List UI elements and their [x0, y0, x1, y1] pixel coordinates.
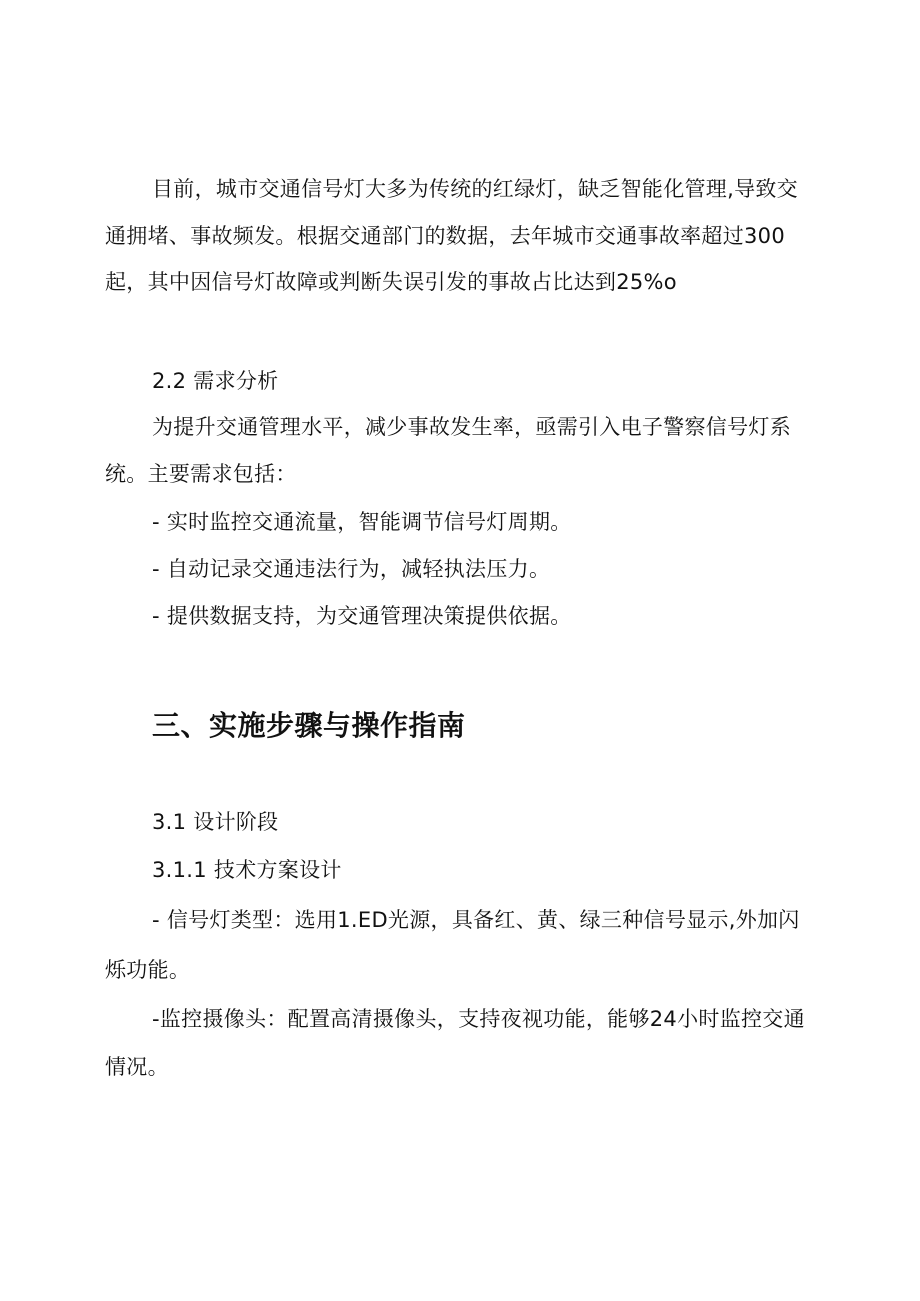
list-item-continuation: 烁功能。	[105, 958, 191, 982]
list-item: - 实时监控交通流量，智能调节信号灯周期。	[152, 510, 572, 534]
section-heading-3-1: 3.1 设计阶段	[152, 810, 279, 834]
list-item-continuation: 情况。	[105, 1055, 169, 1079]
list-item: -监控摄像头：配置高清摄像头，支持夜视功能，能够24小时监控交通	[152, 1007, 805, 1031]
list-item: - 自动记录交通违法行为，减轻执法压力。	[152, 557, 551, 581]
list-item: - 提供数据支持，为交通管理决策提供依据。	[152, 604, 572, 628]
list-item: - 信号灯类型：选用1.ED光源，具备红、黄、绿三种信号显示,外加闪	[152, 908, 800, 932]
paragraph-line: 起，其中因信号灯故障或判断失误引发的事故占比达到25%o	[105, 270, 677, 294]
section-heading-2-2: 2.2 需求分析	[152, 369, 279, 393]
paragraph-line: 统。主要需求包括：	[105, 462, 297, 486]
chapter-heading-3: 三、实施步骤与操作指南	[152, 709, 466, 742]
paragraph-line: 为提升交通管理水平，减少事故发生率，亟需引入电子警察信号灯系	[152, 415, 791, 439]
paragraph-line: 目前，城市交通信号灯大多为传统的红绿灯，缺乏智能化管理,导致交	[152, 177, 798, 201]
paragraph-line: 通拥堵、事故频发。根据交通部门的数据，去年城市交通事故率超过300	[105, 224, 785, 248]
section-heading-3-1-1: 3.1.1 技术方案设计	[152, 858, 342, 882]
